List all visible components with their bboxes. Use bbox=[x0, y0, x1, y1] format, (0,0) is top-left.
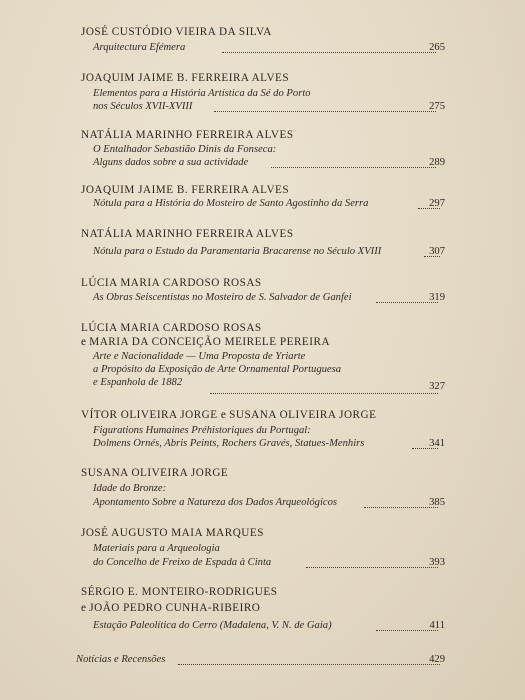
entry-author-line bbox=[81, 409, 376, 421]
entry-author: SUSANA OLIVEIRA JORGE bbox=[229, 409, 377, 421]
entry-author: LÚCIA MARIA CARDOSO ROSAS bbox=[81, 322, 262, 334]
entry-second-author bbox=[81, 602, 260, 614]
entry-page-number: 429 bbox=[429, 654, 445, 665]
entry-title-line: Figurations Humaines Préhistoriques du Portugal: bbox=[93, 425, 311, 436]
entry-author: JOAQUIM JAIME B. FERREIRA ALVES bbox=[81, 72, 290, 84]
entry-author: JOAQUIM JAIME B. FERREIRA ALVES bbox=[81, 184, 290, 196]
entry-title-line: e Espanhola de 1882 bbox=[93, 377, 183, 388]
entry-title-line: a Propósito da Exposição de Arte Ornamental Portuguesa bbox=[93, 364, 342, 375]
entry-author: JOSÉ AUGUSTO MAIA MARQUES bbox=[81, 527, 264, 539]
entry-title-line: Arquitectura Efémera bbox=[93, 42, 186, 53]
entry-page-number: 297 bbox=[429, 198, 445, 209]
entry-page-number: 411 bbox=[429, 620, 445, 631]
entry-title-line: Idade do Bronze: bbox=[93, 483, 167, 494]
conjunction: e bbox=[81, 602, 86, 614]
entry-title-line: Arte e Nacionalidade — Uma Proposta de Yriarte bbox=[93, 351, 306, 362]
leader-dots bbox=[178, 664, 440, 665]
entry-title-line: As Obras Seiscentistas no Mosteiro de S. Salvador de Ganfei bbox=[93, 292, 352, 303]
entry-author: JOÃO PEDRO CUNHA-RIBEIRO bbox=[89, 602, 261, 614]
entry-title-line: Materiais para a Arqueologia bbox=[93, 543, 220, 554]
entry-author: SUSANA OLIVEIRA JORGE bbox=[81, 467, 229, 479]
leader-dots bbox=[214, 111, 436, 112]
entry-author: NATÁLIA MARINHO FERREIRA ALVES bbox=[81, 228, 294, 240]
entry-title-line: do Concelho de Freixo de Espada à Cinta bbox=[93, 557, 272, 568]
entry-title-line: nos Séculos XVII-XVIII bbox=[93, 101, 193, 112]
entry-title-line: Notícias e Recensões bbox=[76, 654, 166, 665]
entry-page-number: 275 bbox=[429, 101, 445, 112]
entry-page-number: 341 bbox=[429, 438, 445, 449]
entry-page-number: 385 bbox=[429, 497, 445, 508]
entry-page-number: 319 bbox=[429, 292, 445, 303]
entry-title-line: Estação Paleolítica do Cerro (Madalena, V. N. de Gaia) bbox=[93, 620, 332, 631]
entry-author: VÍTOR OLIVEIRA JORGE bbox=[81, 409, 218, 421]
entry-page-number: 393 bbox=[429, 557, 445, 568]
entry-page-number: 307 bbox=[429, 246, 445, 257]
entry-title-line: Dolmens Ornés, Abris Peints, Rochers Gravés, Statues-Menhirs bbox=[93, 438, 365, 449]
leader-dots bbox=[222, 52, 436, 53]
entry-author: JOSÉ CUSTÓDIO VIEIRA DA SILVA bbox=[81, 26, 272, 38]
entry-title-line: Nótula para a História do Mosteiro de Santo Agostinho da Serra bbox=[93, 198, 369, 209]
entry-second-author bbox=[81, 336, 330, 348]
entry-page-number: 289 bbox=[429, 157, 445, 168]
entry-author: NATÁLIA MARINHO FERREIRA ALVES bbox=[81, 129, 294, 141]
leader-dots bbox=[210, 393, 438, 394]
entry-title-line: Elementos para a História Artística da Sé do Porto bbox=[93, 88, 311, 99]
conjunction: e bbox=[220, 409, 226, 421]
entry-title-line: Apontamento Sobre a Natureza dos Dados Arqueológicos bbox=[93, 497, 338, 508]
entry-author: MARIA DA CONCEIÇÃO MEIRELE PEREIRA bbox=[89, 336, 331, 348]
entry-page-number: 327 bbox=[429, 381, 445, 392]
entry-page-number: 265 bbox=[429, 42, 445, 53]
entry-author: SÉRGIO E. MONTEIRO-RODRIGUES bbox=[81, 586, 278, 598]
entry-title-line: O Entalhador Sebastião Dinis da Fonseca: bbox=[93, 144, 277, 155]
entry-author: LÚCIA MARIA CARDOSO ROSAS bbox=[81, 277, 262, 289]
conjunction: e bbox=[81, 336, 86, 348]
entry-title-line: Nótula para o Estudo da Paramentaria Bracarense no Século XVIII bbox=[93, 246, 382, 257]
entry-title-line: Alguns dados sobre a sua actividade bbox=[93, 157, 249, 168]
